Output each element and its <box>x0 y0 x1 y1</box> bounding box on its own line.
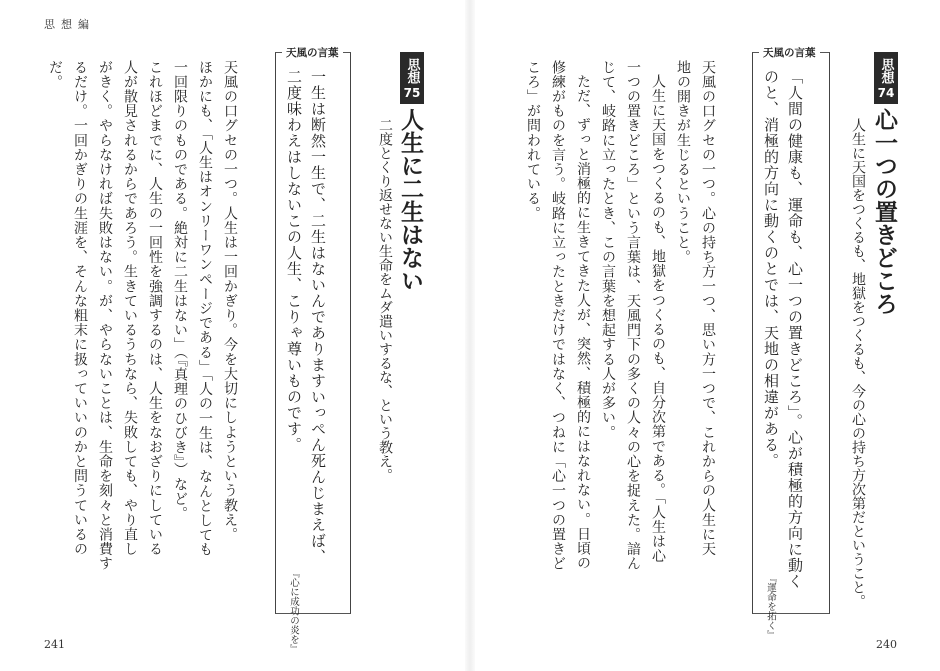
section-74-body-line: 地の開きが生じるということ。 <box>675 60 691 265</box>
page-number-left: 241 <box>44 638 65 651</box>
section-75-quote-label: 天風の言葉 <box>282 45 343 60</box>
section-74-badge-number: 74 <box>877 86 895 100</box>
section-75-quote-box <box>275 47 351 654</box>
section-74-body-line: 一つの置きどころ」という言葉は、天風門下の多くの人々の心を捉えた。諳ん <box>625 60 641 571</box>
section-75-body-line: るだけ。一回かぎりの生涯を、そんな粗末に扱っていいのかと問うているの <box>72 60 88 557</box>
section-74-body <box>520 60 720 571</box>
section-74-quote-source: 『運命を拓く』 <box>765 573 776 640</box>
section-74-body-line: 天風の口グセの一つ。心の持ち方一つ、思い方一つで、これからの人生に天 <box>700 60 716 557</box>
section-75-title: 人生に二生はない <box>397 108 423 292</box>
section-74-quote-box <box>752 47 830 640</box>
section-74-title: 心一つの置きどころ <box>871 108 897 315</box>
section-75-body-line: 人が散見されるからであろう。生きているうちなら、失敗しても、やり直し <box>122 60 138 557</box>
section-75-body <box>42 60 242 571</box>
section-74-quote-label: 天風の言葉 <box>759 45 820 60</box>
section-74-body-line: ころ」が問われている。 <box>525 60 541 221</box>
section-74-subtitle: 人生に天国をつくるも、地獄をつくるも、今の心の持ち方次第だということ。 <box>850 118 866 608</box>
section-74-quote-line-1: 「人間の健康も、運命も、心一つの置きどころ」。心が積極的方向に動く <box>786 69 804 590</box>
section-75-body-line: 一回限りのものである。絶対に二生はない」（『真理のひびき』）など。 <box>172 60 188 521</box>
section-74-quote-line-2: のと、消極的方向に動くのとでは、天地の相違がある。 <box>762 69 780 469</box>
section-75-body-line: がきく。やらなければ失敗はない。が、やらないことは、生命を刻々と消費す <box>97 60 113 571</box>
running-head: 思想編 <box>44 18 95 31</box>
section-75-quote-line-2: 二度味わえはしないこの人生、こりゃ尊いものです。 <box>285 69 303 453</box>
section-74-badge <box>874 52 898 104</box>
section-75-body-line: ほかにも、「人生はオンリーワンページである」「人の一生は、なんとしても <box>197 60 213 557</box>
section-74-body-line: ただ、ずっと消極的に生きてきた人が、突然、積極的にはなれない。日頃の <box>575 74 591 571</box>
section-74-body-line: 人生に天国をつくるのも、地獄をつくるのも、自分次第である。「人生は心 <box>650 74 666 564</box>
section-75-quote-line-1: 一生は断然一生で、二生はないんでありますいっぺん死んじまえば、 <box>309 69 327 565</box>
section-74-badge-kind: 思想 <box>878 58 894 84</box>
section-75-badge-number: 75 <box>403 86 421 100</box>
section-74-body-line: じて、岐路に立ったとき、この言葉を想起する人が多い。 <box>600 60 616 440</box>
section-75-badge <box>400 52 424 104</box>
section-74-body-line: 修練がものを言う。岐路に立ったときだけではなく、つねに「心一つの置きど <box>550 60 566 571</box>
section-75-badge-kind: 思想 <box>404 58 420 84</box>
section-75-quote-source: 『心に成功の炎を』 <box>288 568 299 654</box>
book-gutter <box>465 0 475 671</box>
section-75-body-line: 天風の口グセの一つ。人生は一回かぎり。今を大切にしようという教え。 <box>222 60 238 542</box>
section-75-body-line: これほどまでに、人生の一回性を強調するのは、人生をなおざりにしている <box>147 60 163 557</box>
section-75-body-line: だ。 <box>47 60 63 90</box>
page-number-right: 240 <box>876 638 897 651</box>
section-75-subtitle: 二度とくり返せない生命をムダ遣いするな、という教え。 <box>377 118 393 482</box>
